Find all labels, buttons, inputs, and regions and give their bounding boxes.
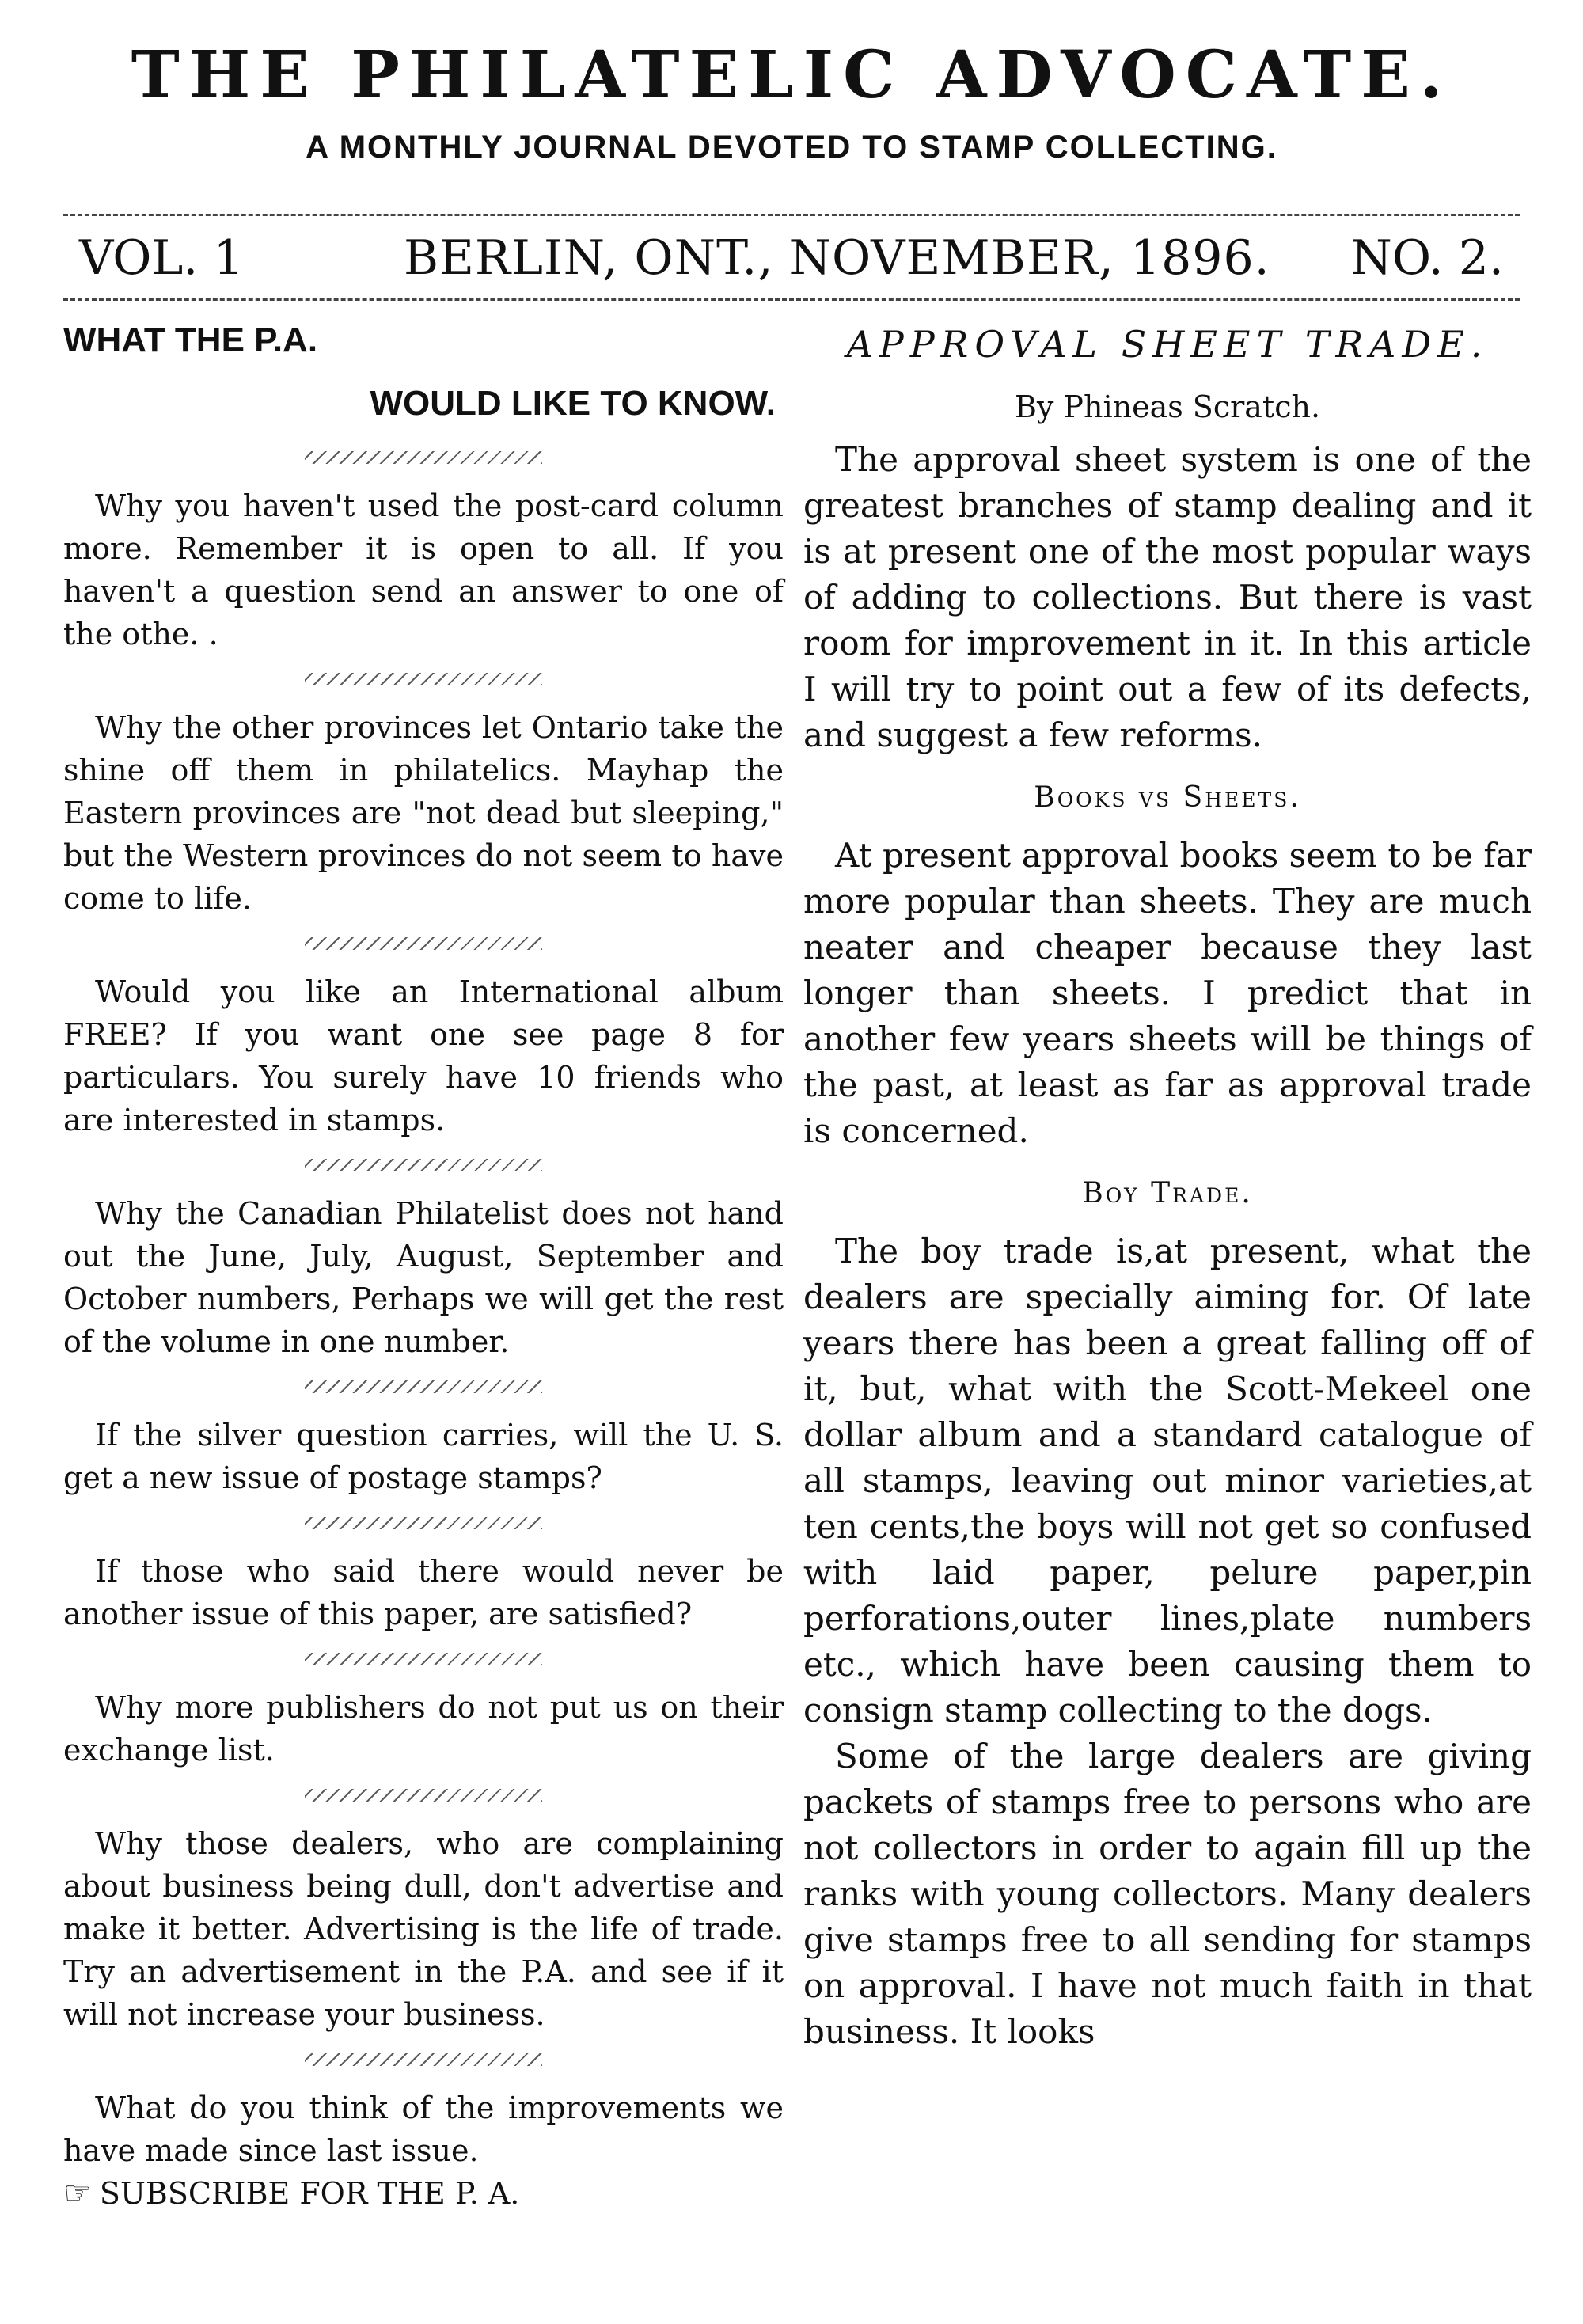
divider: [305, 937, 542, 950]
item-5: If the silver question carries, will the U. S. get a new issue of postage stamps?: [63, 1418, 784, 1495]
volume-label: VOL. 1: [79, 230, 244, 286]
divider: [305, 2053, 542, 2066]
issue-number: NO. 2.: [1350, 230, 1504, 286]
article-byline: By Phineas Scratch.: [1014, 389, 1321, 424]
section-title-boy-trade: Boy Trade.: [1082, 1177, 1253, 1209]
item-9: What do you think of the improvements we have made since last issue.: [63, 2090, 784, 2168]
left-heading-line1: WHAT THE P.A.: [63, 321, 318, 359]
item-3: Would you like an International album FREE? If you want one see page 8 for particulars. You surely have 10 friends who are interested in stamps.: [63, 974, 784, 1137]
item-7: Why more publishers do not put us on their exchange list.: [63, 1690, 784, 1768]
left-heading-line2: WOULD LIKE TO KNOW.: [370, 384, 776, 423]
article-title: APPROVAL SHEET TRADE.: [846, 323, 1489, 366]
divider: [305, 1380, 542, 1393]
section-text-boy-trade-2: Some of the large dealers are giving packets of stamps free to persons who are not collectors in order to again fill up the ranks with young collectors. Many dealers give stamps free to all sending for stamps on approval. I have not much faith in that business. It looks: [803, 1737, 1532, 2051]
divider: [305, 1159, 542, 1171]
article-intro: The approval sheet system is one of the greatest branches of stamp dealing and it is at present one of the most popular ways of adding to collections. But there is vast room for improvement in it. In this article I will try to point out a few of its defects, and suggest a few reforms.: [803, 440, 1532, 754]
subscribe-text: SUBSCRIBE FOR THE P. A.: [99, 2176, 520, 2211]
item-1: Why you haven't used the post-card column more. Remember it is open to all. If you haven't a question send an answer to one of the othe. .: [63, 488, 784, 651]
divider: [305, 1789, 542, 1802]
divider: [305, 451, 542, 464]
divider: [305, 673, 542, 685]
divider: [305, 1653, 542, 1665]
item-4: Why the Canadian Philatelist does not hand out the June, July, August, September and October numbers, Perhaps we will get the rest of the volume in one number.: [63, 1196, 784, 1359]
section-title-books-vs-sheets: Books vs Sheets.: [1034, 781, 1301, 814]
section-text-boy-trade-1: The boy trade is,at present, what the dealers are specially aiming for. Of late years there has been a great falling off of it, but, what with the Scott-Mekeel one dollar album and a standard catalogue of all stamps, leaving out minor varieties,at ten cents,the boys will not get so confused with laid paper, pelure paper,pin perforations,outer lines,plate numbers etc., which have been causing them to consign stamp collecting to the dogs.: [803, 1232, 1532, 1730]
item-6: If those who said there would never be another issue of this paper, are satisfied?: [63, 1554, 784, 1631]
item-2: Why the other provinces let Ontario take the shine off them in philatelics. Mayhap the Eastern provinces are "not dead but sleeping," but the Western provinces do not seem to have come to life.: [63, 710, 784, 916]
dateline: [63, 214, 1520, 301]
journal-subtitle: A MONTHLY JOURNAL DEVOTED TO STAMP COLLECTING.: [306, 130, 1277, 165]
masthead: [0, 32, 1583, 171]
journal-title: THE PHILATELIC ADVOCATE.: [131, 37, 1452, 113]
section-text-books-vs-sheets: At present approval books seem to be far more popular than sheets. They are much neater and cheaper because they last longer than sheets. I predict that in another few years sheets will be things of the past, at least as far as approval trade is concerned.: [803, 836, 1532, 1150]
pointing-hand-icon: ☞: [63, 2175, 92, 2212]
item-8: Why those dealers, who are complaining about business being dull, don't advertise and make it better. Advertising is the life of trade. Try an advertisement in the P.A. and see if it will not increase your business.: [63, 1826, 784, 2032]
divider: [305, 1517, 542, 1529]
place-date: BERLIN, ONT., NOVEMBER, 1896.: [404, 230, 1270, 286]
subscribe-notice: [63, 2172, 784, 2215]
right-column: [803, 317, 1532, 2055]
left-column: [63, 317, 784, 2215]
